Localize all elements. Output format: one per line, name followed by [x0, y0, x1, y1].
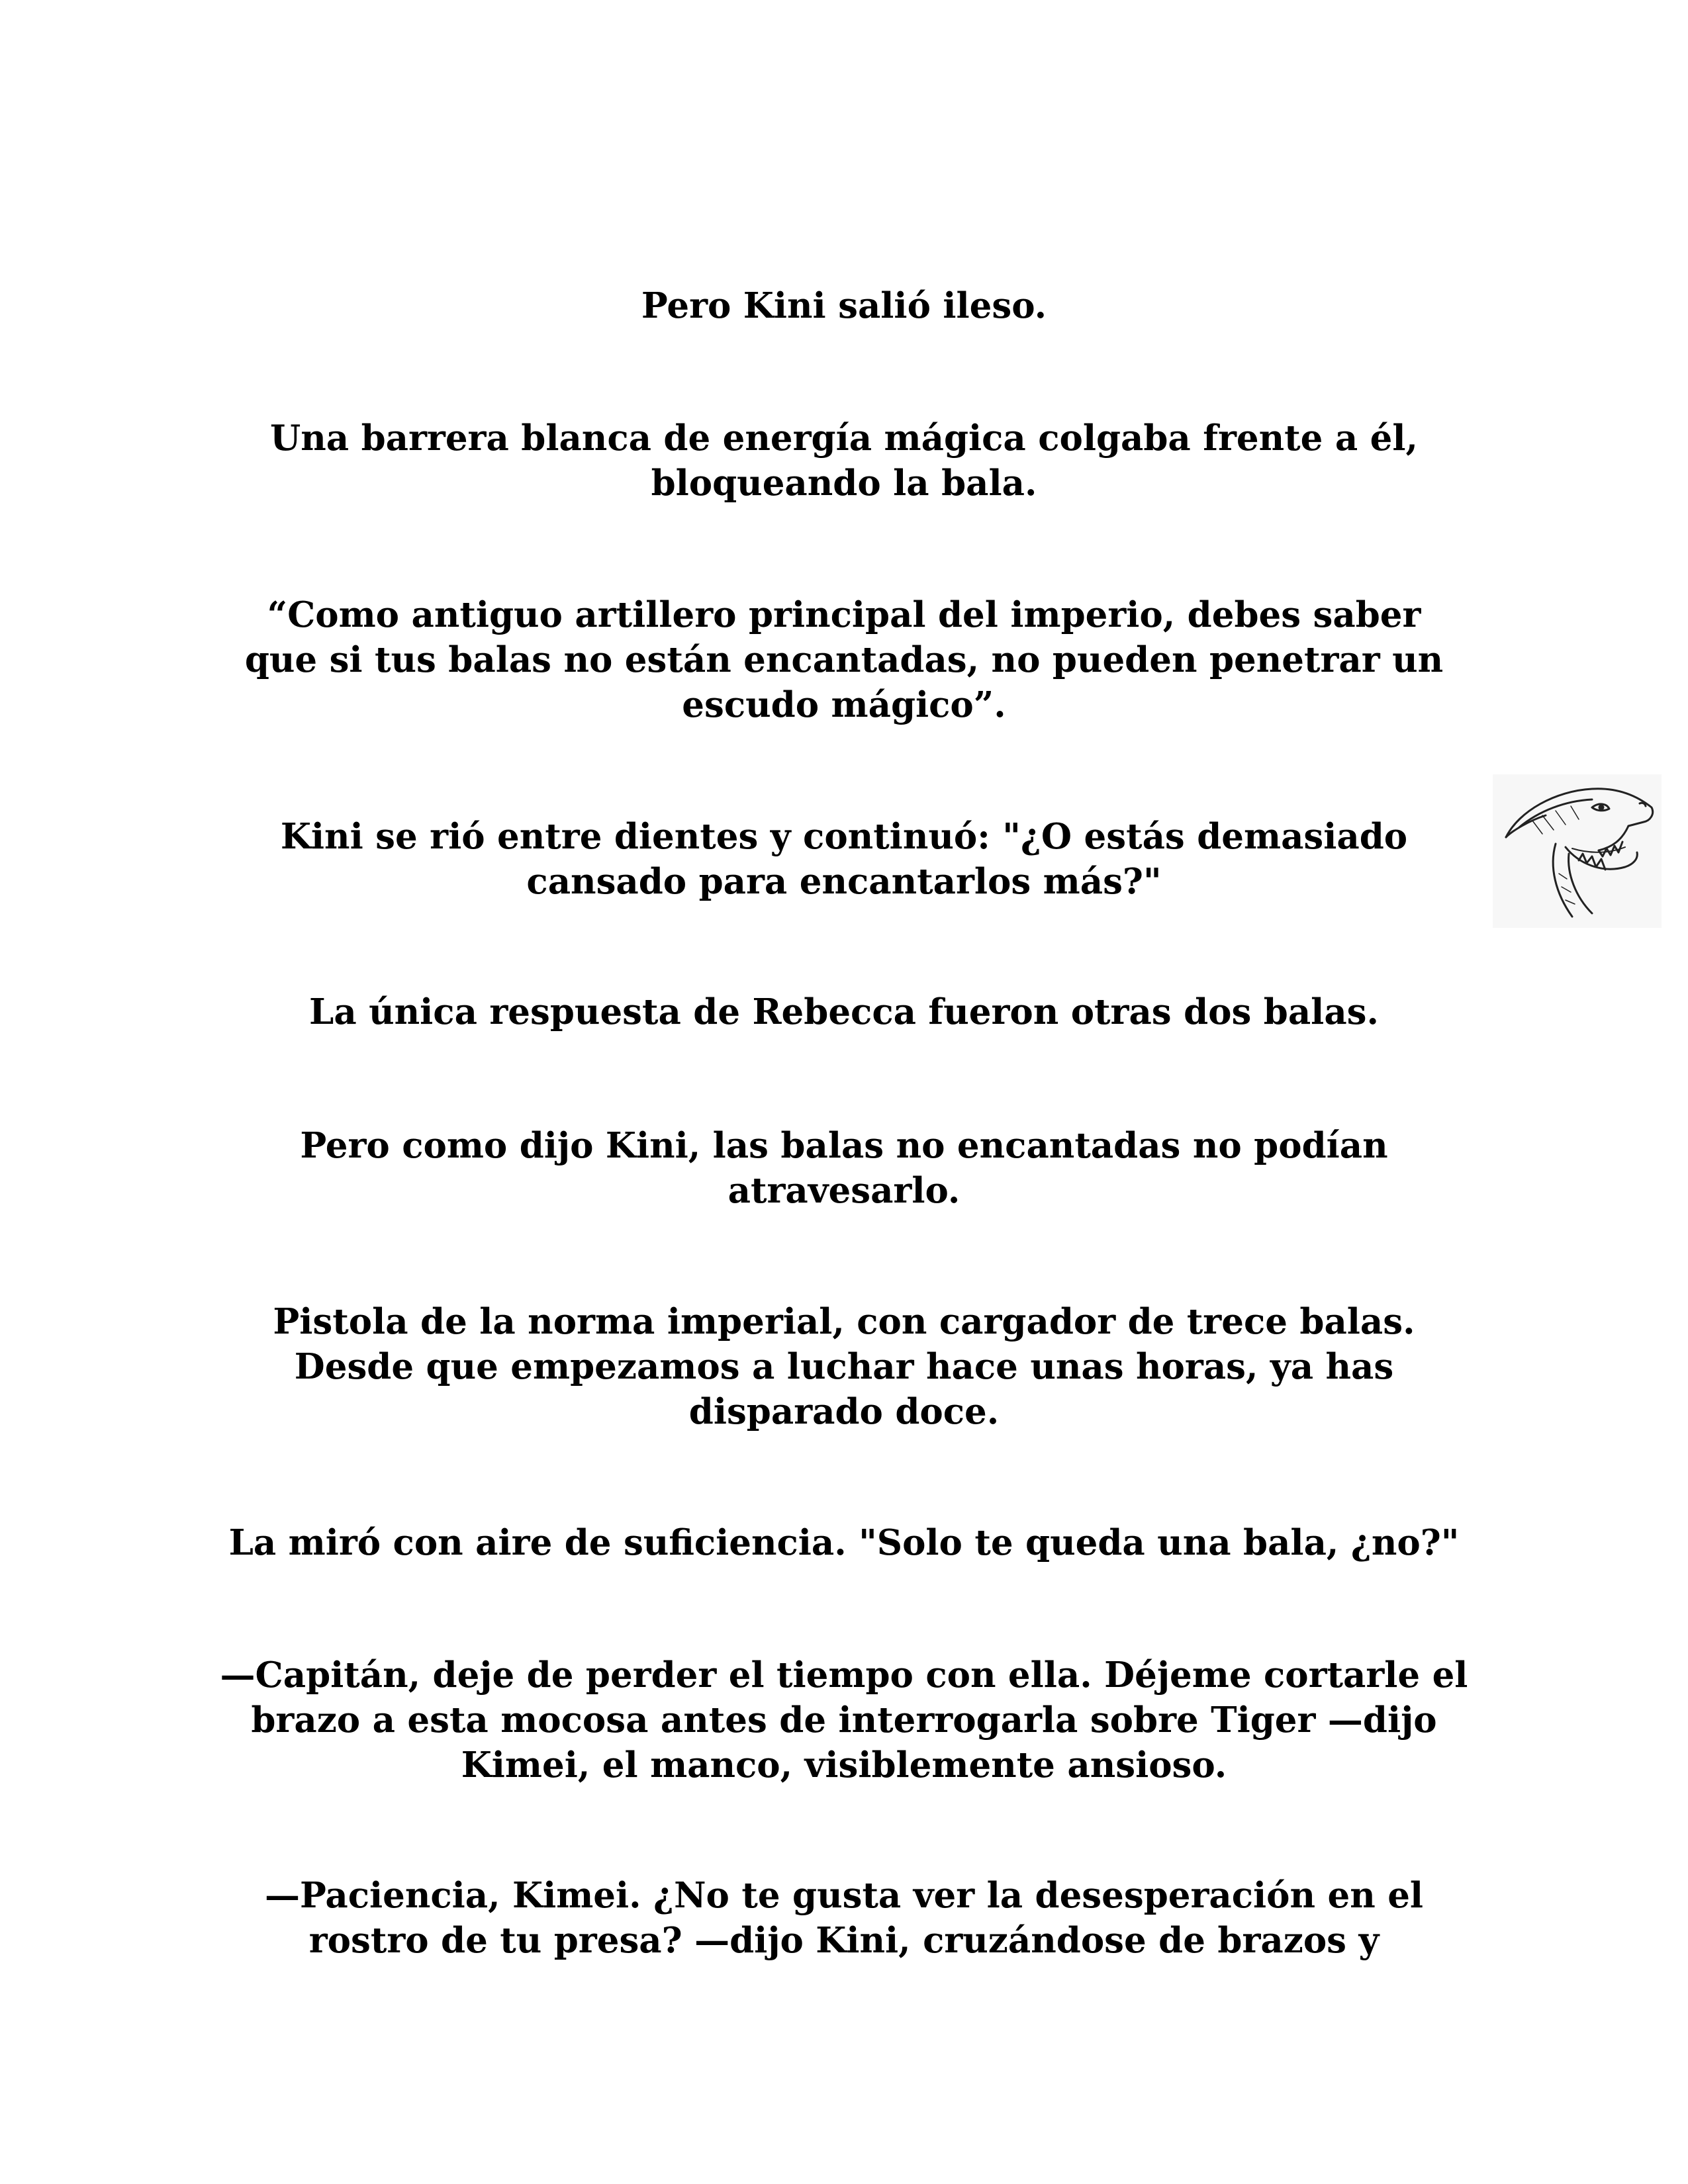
paragraph-6: Pero como dijo Kini, las balas no encantadas no podían atravesarlo. — [300, 1125, 1388, 1211]
paragraph-9: —Capitán, deje de perder el tiempo con ella. Déjeme cortarle el brazo a esta mocosa antes de interrogarla sobre Tiger —dijo Kimei, el manco, visiblemente ansioso. — [220, 1655, 1468, 1786]
paragraph-3: “Como antiguo artillero principal del imperio, debes saber que si tus balas no están encantadas, no pueden penetrar un escudo mágico”. — [244, 594, 1444, 725]
paragraph-2: Una barrera blanca de energía mágica colgaba frente a él, bloqueando la bala. — [270, 418, 1418, 504]
paragraph-10: —Paciencia, Kimei. ¿No te gusta ver la desesperación en el rostro de tu presa? —dijo Kini, cruzándose de brazos y — [264, 1875, 1424, 1961]
paragraph-7: Pistola de la norma imperial, con cargador de trece balas. Desde que empezamos a luchar hace unas horas, ya has disparado doce. — [273, 1301, 1415, 1432]
paragraph-8: La miró con aire de suficiencia. "Solo te queda una bala, ¿no?" — [228, 1522, 1460, 1563]
paragraph-4: Kini se rió entre dientes y continuó: "¿O estás demasiado cansado para encantarlos más?" — [280, 816, 1408, 902]
paragraph-1: Pero Kini salió ileso. — [641, 285, 1047, 326]
dinosaur-head-sketch-icon — [1493, 774, 1662, 928]
paragraph-5: La única respuesta de Rebecca fueron otras dos balas. — [309, 991, 1379, 1032]
